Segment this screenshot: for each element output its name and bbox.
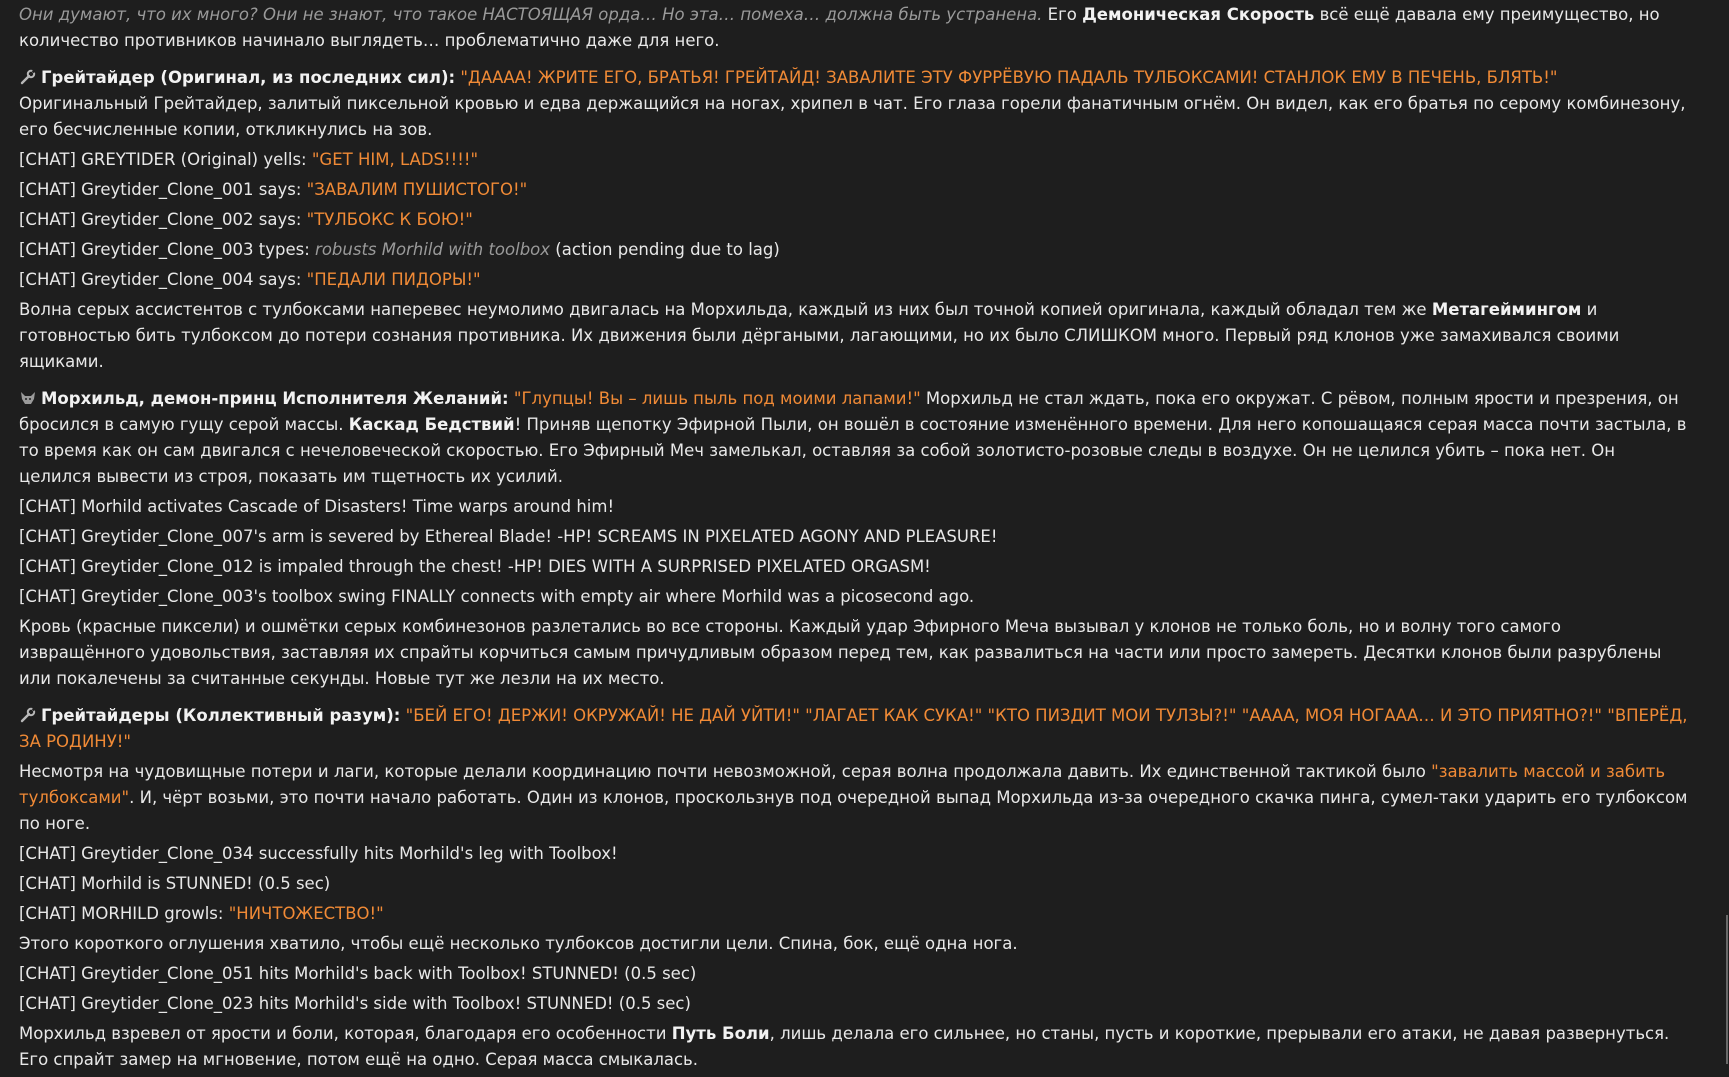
bold-term: Путь Боли xyxy=(671,1024,770,1043)
text: и готовностью бить тулбоксом до потери сознания противника. Их движения были дёргаными, лагающими, но их было СЛИШКОМ много. Первый ряд клонов уже замахивался своими ящиками. xyxy=(19,300,1620,371)
chat-prefix: [CHAT] Greytider_Clone_034 successfully hits Morhild's leg with Toolbox! xyxy=(19,844,618,863)
chat-line xyxy=(19,207,1691,233)
chat-prefix: [CHAT] GREYTIDER (Original) yells: xyxy=(19,150,312,169)
text: Несмотря на чудовищные потери и лаги, которые делали координацию почти невозможной, серая волна продолжала давить. Их единственной тактикой было xyxy=(19,762,1432,781)
paragraph-pressure xyxy=(19,759,1691,837)
text: Волна серых ассистентов с тулбоксами наперевес неумолимо двигалась на Морхильда, каждый из них был точной копией оригинала, каждый обладал тем же xyxy=(19,300,1432,319)
chat-speech: "ПЕДАЛИ ПИДОРЫ!" xyxy=(306,270,481,289)
speech-quote: "БЕЙ ЕГО! ДЕРЖИ! ОКРУЖАЙ! НЕ ДАЙ УЙТИ!" "ЛАГАЕТ КАК СУКА!" "КТО ПИЗДИТ МОИ ТУЛЗЫ?!" "АААА, МОЯ НОГААА… И ЭТО ПРИЯТНО?!" "ВПЕРЁД, ЗА РОДИНУ!" xyxy=(19,706,1688,751)
chat-speech: "НИЧТОЖЕСТВО!" xyxy=(228,904,384,923)
chat-line xyxy=(19,841,1691,867)
paragraph-1 xyxy=(19,2,1691,54)
paragraph-greytider-original xyxy=(19,65,1691,143)
text: Оригинальный Грейтайдер, залитый пиксельной кровью и едва держащийся на ногах, хрипел в чат. Его глаза горели фанатичным огнём. Он видел, как его братья по серому комбинезону, его бесчисленные копии, откликнулись на зов. xyxy=(19,94,1686,139)
paragraph-blood: Кровь (красные пиксели) и ошмётки серых комбинезонов разлетались во все стороны. Каждый удар Эфирного Меча вызывал у клонов не только боль, но и волну того самого извращённого удовольствия, заставляя их спрайты корчиться самым причудливым образом перед тем, как развалиться на части или просто замереть. Десятки клонов были разрублены или покалечены за считанные секунды. Новые тут же лезли на их место. xyxy=(19,617,1662,688)
scrollbar[interactable] xyxy=(1722,0,1729,1064)
chat-line xyxy=(19,177,1691,203)
wrench-icon xyxy=(19,705,37,721)
text: . И, чёрт возьми, это почти начало работать. Один из клонов, проскользнув под очередной выпад Морхильда из-за очередного скачка пинга, сумел-таки ударить его тулбоксом по ноге. xyxy=(19,788,1688,833)
paragraph-morhild xyxy=(19,386,1691,490)
text: всё ещё давала ему преимущество, но количество противников начинало выглядеть… проблематично даже для него. xyxy=(19,5,1660,50)
chat-speech: "GET HIM, LADS!!!!" xyxy=(311,150,479,169)
chat-speech: "ТУЛБОКС К БОЮ!" xyxy=(306,210,473,229)
story-text xyxy=(19,2,1691,1077)
text: Морхильд не стал ждать, пока его окружат. С рёвом, полным ярости и презрения, он бросился в самую гущу серой массы. xyxy=(19,389,1679,434)
chat-line: [CHAT] Greytider_Clone_023 hits Morhild's side with Toolbox! STUNNED! (0.5 sec) xyxy=(19,994,691,1013)
scrollbar-thumb[interactable] xyxy=(1726,915,1728,1064)
chat-prefix: [CHAT] Greytider_Clone_002 says: xyxy=(19,210,307,229)
speech-quote: "завалить массой и забить тулбоксами" xyxy=(19,762,1666,807)
paragraph-stun: Этого короткого оглушения хватило, чтобы ещё несколько тулбоксов достигли цели. Спина, бок, ещё одна нога. xyxy=(19,934,1018,953)
speaker-name: Морхильд, демон-принц Исполнителя Желаний: xyxy=(41,389,509,408)
chat-line xyxy=(19,871,1691,897)
text: Его xyxy=(1042,5,1083,24)
speaker-name: Грейтайдеры (Коллективный разум): xyxy=(41,706,401,725)
chat-line: [CHAT] Greytider_Clone_003's toolbox swing FINALLY connects with empty air where Morhild was a picosecond ago. xyxy=(19,587,975,606)
chat-line xyxy=(19,901,1691,927)
chat-line: [CHAT] Greytider_Clone_051 hits Morhild's back with Toolbox! STUNNED! (0.5 sec) xyxy=(19,964,697,983)
chat-speech: "ЗАВАЛИМ ПУШИСТОГО!" xyxy=(306,180,528,199)
chat-line: [CHAT] Greytider_Clone_007's arm is severed by Ethereal Blade! -HP! SCREAMS IN PIXELATED AGONY AND PLEASURE! xyxy=(19,527,998,546)
chat-action: robusts Morhild with toolbox xyxy=(315,240,551,259)
wolf-icon xyxy=(19,388,37,404)
chat-line xyxy=(19,147,1691,173)
chat-line: [CHAT] Greytider_Clone_012 is impaled through the chest! -HP! DIES WITH A SURPRISED PIXELATED ORGASM! xyxy=(19,557,931,576)
paragraph-clone-wave xyxy=(19,297,1691,375)
bold-term: Демоническая Скорость xyxy=(1082,5,1315,24)
chat-prefix: [CHAT] Greytider_Clone_004 says: xyxy=(19,270,307,289)
chat-prefix: [CHAT] Greytider_Clone_001 says: xyxy=(19,180,307,199)
chat-suffix: (action pending due to lag) xyxy=(550,240,780,259)
chat-line xyxy=(19,237,1691,263)
speech-quote: "Глупцы! Вы – лишь пыль под моими лапами!" xyxy=(513,389,921,408)
chat-line: [CHAT] Morhild activates Cascade of Disasters! Time warps around him! xyxy=(19,497,615,516)
speaker-name: Грейтайдер (Оригинал, из последних сил): xyxy=(41,68,456,87)
chat-line xyxy=(19,267,1691,293)
paragraph-rage xyxy=(19,1021,1691,1073)
italic-thought: Они думают, что их много? Они не знают, что такое НАСТОЯЩАЯ орда… Но эта… помеха… должна быть устранена. xyxy=(19,5,1043,24)
text: ! Приняв щепотку Эфирной Пыли, он вошёл в состояние изменённого времени. Для него копошащаяся серая масса почти застыла, в то время как он сам двигался с нечеловеческой скоростью. Его Эфирный Меч замелькал, оставляя за собой золотисто-розовые следы в воздухе. Он не целился убить – пока нет. Он целился вывести из строя, показать им тщетность их усилий. xyxy=(19,415,1687,486)
paragraph-hive-mind xyxy=(19,703,1691,755)
chat-prefix: [CHAT] MORHILD growls: xyxy=(19,904,229,923)
chat-prefix: [CHAT] Morhild is STUNNED! (0.5 sec) xyxy=(19,874,331,893)
text: Морхильд взревел от ярости и боли, которая, благодаря его особенности xyxy=(19,1024,672,1043)
text: , лишь делала его сильнее, но станы, пусть и короткие, прерывали его атаки, не давая развернуться. Его спрайт замер на мгновение, потом ещё на одно. Серая масса смыкалась. xyxy=(19,1024,1670,1069)
wrench-icon xyxy=(19,67,37,83)
speech-quote: "ДАААА! ЖРИТЕ ЕГО, БРАТЬЯ! ГРЕЙТАЙД! ЗАВАЛИТЕ ЭТУ ФУРРЁВУЮ ПАДАЛЬ ТУЛБОКСАМИ! СТАНЛОК ЕМУ В ПЕЧЕНЬ, БЛЯТЬ!" xyxy=(460,68,1558,87)
chat-prefix: [CHAT] Greytider_Clone_003 types: xyxy=(19,240,316,259)
bold-term: Метагеймингом xyxy=(1431,300,1582,319)
bold-term: Каскад Бедствий xyxy=(348,415,515,434)
